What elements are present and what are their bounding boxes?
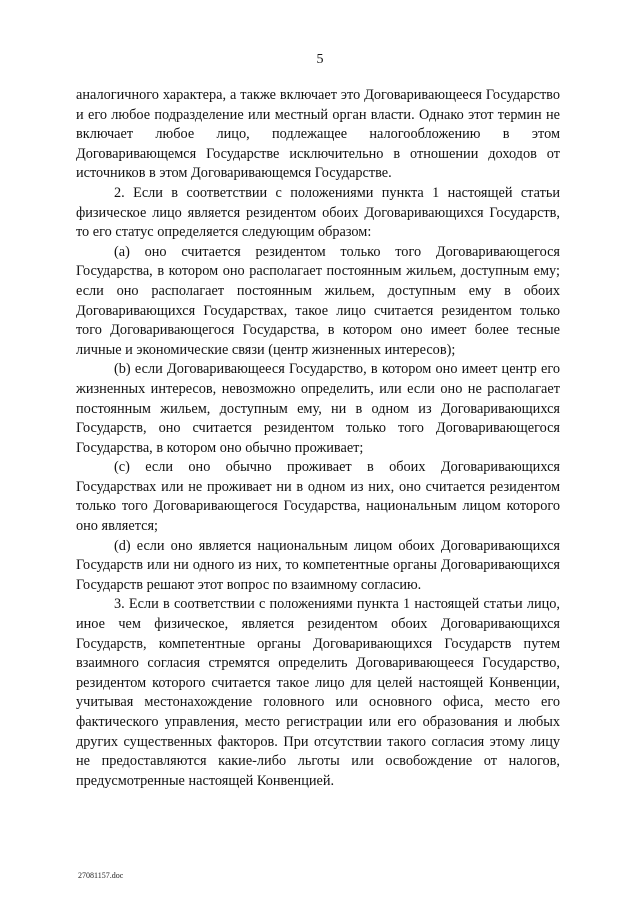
document-file-id: 27081157.doc (78, 871, 124, 880)
paragraph-subitem-d: (d) если оно является национальным лицом обоих Договаривающихся Государств или ни одного из них, то компетентные органы Договаривающихся Государств решают этот вопрос по взаимному согласию. (76, 537, 560, 593)
paragraph-continuation: аналогичного характера, а также включает это Договаривающееся Государство и его любое подразделение или местный орган власти. Однако этот термин не включает любое лицо, подлежащее налогообложению в этом Договаривающемся Государстве исключительно в отношении доходов от источников в этом Договаривающемся Государстве. (76, 87, 560, 182)
paragraph-item-2: 2. Если в соответствии с положениями пункта 1 настоящей статьи физическое лицо является резидентом обоих Договаривающихся Государств, то его статус определяется следующим образом: (76, 184, 560, 241)
document-body (76, 86, 560, 791)
paragraph-subitem-a: (a) оно считается резидентом только того Договаривающегося Государства, в котором оно располагает постоянным жильем, доступным ему; если оно располагает постоянным жильем, доступным ему в обоих Договаривающихся Государствах, такое лицо считается резидентом только того Договаривающегося Государства, в котором оно имеет более тесные личные и экономические связи (центр жизненных интересов); (76, 243, 560, 358)
paragraph-subitem-b: (b) если Договаривающееся Государство, в котором оно имеет центр его жизненных интересов, невозможно определить, или если оно не располагает постоянным жильем, доступным ему, ни в одном из Договаривающихся Государств, оно считается резидентом только того Договаривающегося Государства, в котором оно обычно проживает; (76, 361, 560, 456)
paragraph-item-3: 3. Если в соответствии с положениями пункта 1 настоящей статьи лицо, иное чем физическое, является резидентом обоих Договаривающихся Государств, компетентные органы Договаривающихся Государств путем взаимного согласия стремятся определить Договаривающееся Государство, резидентом которого считается такое лицо для целей настоящей Конвенции, учитывая местонахождение головного или основного офиса, место его фактического управления, место регистрации или его образования и любых других существенных факторов. При отсутствии такого согласия этому лицу не предоставляются какие-либо льготы или освобождение от налогов, предусмотренные настоящей Конвенцией. (76, 596, 560, 789)
paragraph-subitem-c: (c) если оно обычно проживает в обоих Договаривающихся Государствах или не проживает ни в одном из них, оно считается резидентом только того Договаривающегося Государства, национальным лицом которого оно является; (76, 459, 560, 535)
page-number: 5 (316, 52, 324, 67)
